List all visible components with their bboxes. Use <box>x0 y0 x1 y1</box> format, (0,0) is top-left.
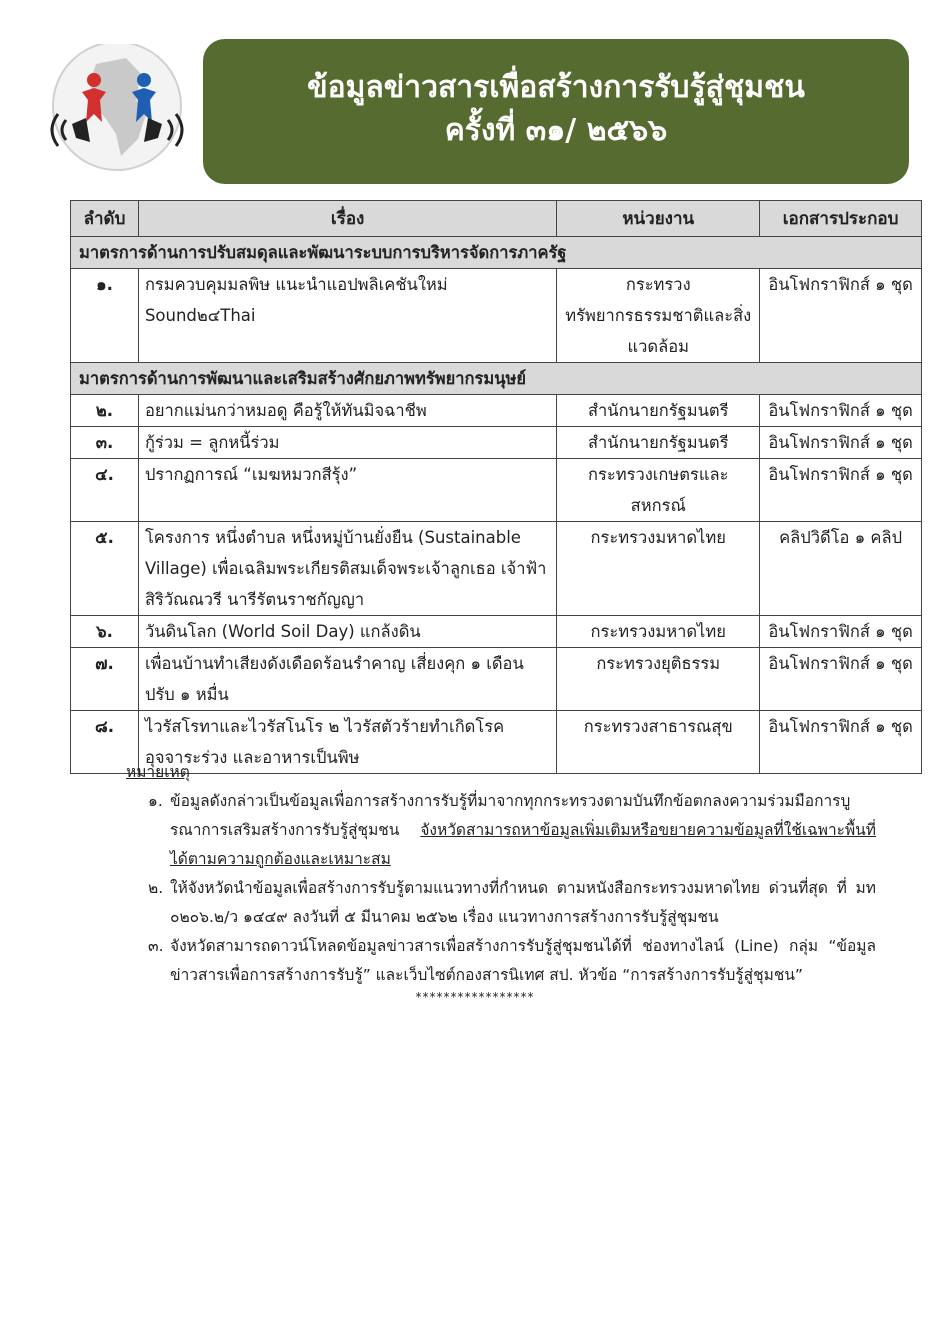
note-number: ๑. <box>148 792 163 810</box>
issue-number: ครั้งที่ ๓๑/ ๒๕๖๖ <box>444 113 668 148</box>
title-banner <box>203 39 909 184</box>
table-row <box>71 269 922 363</box>
section-row <box>71 363 922 395</box>
row-attachment: อินโฟกราฟิกส์ ๑ ชุด <box>760 648 922 711</box>
table-row <box>71 648 922 711</box>
note-text-underlined: จังหวัดสามารถหาข้อมูลเพิ่มเติมหรือขยายความข้อมูลที่ใช้เฉพาะพื้นที่ได้ตามความถูกต้องและเหมาะสม <box>170 821 876 868</box>
row-attachment: อินโฟกราฟิกส์ ๑ ชุด <box>760 269 922 363</box>
topics-table <box>70 200 922 774</box>
row-topic: วันดินโลก (World Soil Day) แกล้งดิน <box>138 616 556 648</box>
row-attachment: คลิปวิดีโอ ๑ คลิป <box>760 522 922 616</box>
row-number: ๔. <box>71 459 139 522</box>
row-agency: สำนักนายกรัฐมนตรี <box>557 395 760 427</box>
section-title: มาตรการด้านการพัฒนาและเสริมสร้างศักยภาพทรัพยากรมนุษย์ <box>71 363 922 395</box>
row-number: ๘. <box>71 711 139 774</box>
table-row <box>71 522 922 616</box>
row-agency: กระทรวงสาธารณสุข <box>557 711 760 774</box>
note-text <box>170 787 876 874</box>
row-number: ๖. <box>71 616 139 648</box>
note-item <box>126 874 876 932</box>
table-row <box>71 616 922 648</box>
row-topic: ปรากฏการณ์ “เมฆหมวกสีรุ้ง” <box>138 459 556 522</box>
row-number: ๗. <box>71 648 139 711</box>
column-header-no: ลำดับ <box>71 201 139 237</box>
note-item <box>126 932 876 990</box>
document-title: ข้อมูลข่าวสารเพื่อสร้างการรับรู้สู่ชุมชน <box>307 70 805 105</box>
table-header-row <box>71 201 922 237</box>
row-agency: กระทรวงมหาดไทย <box>557 522 760 616</box>
note-number: ๒. <box>148 879 164 897</box>
row-number: ๕. <box>71 522 139 616</box>
row-agency: กระทรวงทรัพยากรธรรมชาติและสิ่งแวดล้อม <box>557 269 760 363</box>
table-row <box>71 427 922 459</box>
column-header-topic: เรื่อง <box>138 201 556 237</box>
end-mark: ***************** <box>415 990 535 1004</box>
notes-heading: หมายเหตุ <box>126 763 190 781</box>
note-text-plain: ข้อมูลดังกล่าวเป็นข้อมูลเพื่อการสร้างการรับรู้ที่มาจากทุกกระทรวงตามบันทึกข้อตกลงความร่วมมือการบูรณาการเสริมสร้างการรับรู้สู่ชุมชน <box>170 792 851 839</box>
section-title: มาตรการด้านการปรับสมดุลและพัฒนาระบบการบริหารจัดการภาครัฐ <box>71 237 922 269</box>
table-row <box>71 395 922 427</box>
logo <box>46 44 188 174</box>
row-topic: กู้ร่วม = ลูกหนี้ร่วม <box>138 427 556 459</box>
row-agency: กระทรวงยุติธรรม <box>557 648 760 711</box>
row-topic: โครงการ หนึ่งตำบล หนึ่งหมู่บ้านยั่งยืน (Sustainable Village) เพื่อเฉลิมพระเกียรติสมเด็จพระเจ้าลูกเธอ เจ้าฟ้าสิริวัณณวรี นารีรัตนราชกัญญา <box>138 522 556 616</box>
row-attachment: อินโฟกราฟิกส์ ๑ ชุด <box>760 711 922 774</box>
row-attachment: อินโฟกราฟิกส์ ๑ ชุด <box>760 395 922 427</box>
row-agency: สำนักนายกรัฐมนตรี <box>557 427 760 459</box>
row-attachment: อินโฟกราฟิกส์ ๑ ชุด <box>760 616 922 648</box>
section-row <box>71 237 922 269</box>
row-topic: อยากแม่นกว่าหมอดู คือรู้ให้ทันมิจฉาชีพ <box>138 395 556 427</box>
row-topic: กรมควบคุมมลพิษ แนะนำแอปพลิเคชันใหม่ Sound๒๔Thai <box>138 269 556 363</box>
note-text: จังหวัดสามารถดาวน์โหลดข้อมูลข่าวสารเพื่อสร้างการรับรู้สู่ชุมชนได้ที่ ช่องทางไลน์ (Line) กลุ่ม “ข้อมูลข่าวสารเพื่อการสร้างการรับรู้” และเว็บไซต์กองสารนิเทศ สป. หัวข้อ “การสร้างการรับรู้สู่ชุมชน” <box>170 937 876 984</box>
row-attachment: อินโฟกราฟิกส์ ๑ ชุด <box>760 459 922 522</box>
column-header-agency: หน่วยงาน <box>557 201 760 237</box>
row-number: ๓. <box>71 427 139 459</box>
column-header-attachment: เอกสารประกอบ <box>760 201 922 237</box>
note-text: ให้จังหวัดนำข้อมูลเพื่อสร้างการรับรู้ตามแนวทางที่กำหนด ตามหนังสือกระทรวงมหาดไทย ด่วนที่สุด ที่ มท ๐๒๐๖.๒/ว ๑๔๔๙ ลงวันที่ ๕ มีนาคม ๒๕๖๒ เรื่อง แนวทางการสร้างการรับรู้สู่ชุมชน <box>170 879 876 926</box>
row-topic: เพื่อนบ้านทำเสียงดังเดือดร้อนรำคาญ เสี่ยงคุก ๑ เดือน ปรับ ๑ หมื่น <box>138 648 556 711</box>
row-number: ๑. <box>71 269 139 363</box>
row-number: ๒. <box>71 395 139 427</box>
notes-section <box>126 758 876 990</box>
row-agency: กระทรวงเกษตรและสหกรณ์ <box>557 459 760 522</box>
note-number: ๓. <box>148 937 164 955</box>
note-item <box>126 787 876 874</box>
row-topic: ไวรัสโรทาและไวรัสโนโร ๒ ไวรัสตัวร้ายทำเกิดโรคอุจจาระร่วง และอาหารเป็นพิษ <box>138 711 556 774</box>
row-attachment: อินโฟกราฟิกส์ ๑ ชุด <box>760 427 922 459</box>
table-row <box>71 459 922 522</box>
row-agency: กระทรวงมหาดไทย <box>557 616 760 648</box>
